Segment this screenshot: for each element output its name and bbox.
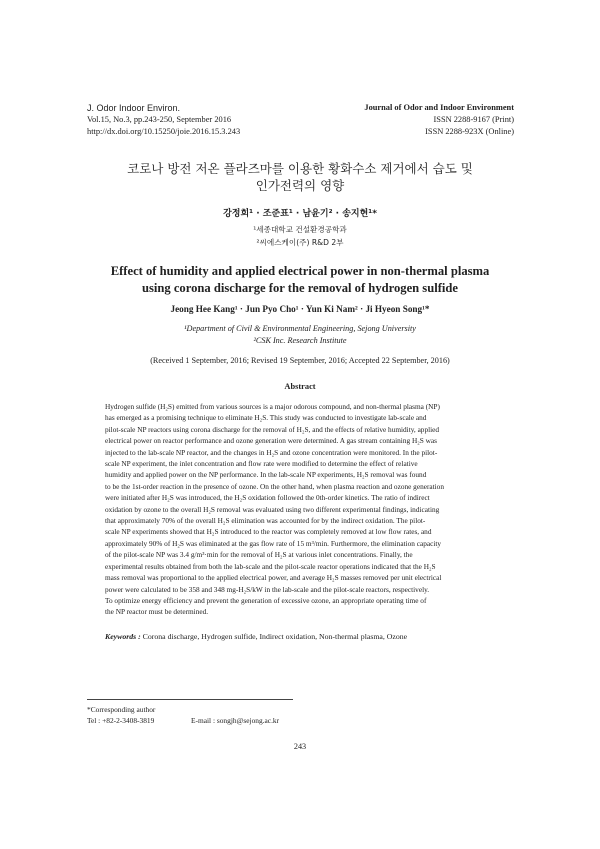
english-affiliations — [60, 323, 540, 347]
keywords-text: Corona discharge, Hydrogen sulfide, Indirect oxidation, Non-thermal plasma, Ozone — [140, 632, 408, 641]
abstract-line: injected to the lab-scale NP reactor, and the changes in H₂S and ozone concentration were monitored. In the pilot- — [105, 447, 438, 457]
footnote — [87, 704, 280, 726]
english-affiliation-2: ²CSK Inc. Research Institute — [253, 336, 347, 345]
telephone: Tel : +82-2-3408-3819 — [87, 716, 155, 725]
abstract-line: pilot-scale NP reactors using corona discharge for the removal of H₂S, and the effects of relative humidity, applied — [105, 424, 440, 434]
english-title-line2: using corona discharge for the removal of hydrogen sulfide — [141, 281, 459, 295]
english-title-line1: Effect of humidity and applied electrical power in non-thermal plasma — [110, 264, 490, 278]
journal-abbrev: J. Odor Indoor Environ. — [87, 103, 181, 113]
korean-title — [60, 160, 540, 194]
doi-link[interactable]: http://dx.doi.org/10.15250/joie.2016.15.3.243 — [87, 127, 241, 136]
abstract-body — [105, 401, 497, 618]
abstract-line: oxidation by ozone to the overall H₂S removal was evaluated using two different experimental findings, indicating — [105, 504, 440, 514]
keywords — [105, 632, 505, 641]
abstract-line: electrical power on reactor performance and ozone generation were determined. A gas stream containing H₂S was — [105, 436, 437, 446]
korean-affiliations — [60, 223, 540, 249]
abstract-heading: Abstract — [284, 382, 316, 391]
english-authors: Jeong Hee Kang¹ · Jun Pyo Cho¹ · Yun Ki Nam² · Ji Hyeon Song¹* — [170, 304, 430, 314]
abstract-line: To optimize energy efficiency and prevent the generation of excessive ozone, an appropriate operating time of — [105, 595, 427, 605]
abstract-line: approximately 90% of H₂S was eliminated at the gas flow rate of 15 m³/min. Furthermore, the elimination capacity — [105, 538, 442, 548]
abstract-line: scale NP experiment, the inlet concentration and flow rate were modified to determine the effect of relative — [105, 459, 418, 469]
journal-name: Journal of Odor and Indoor Environment — [364, 103, 514, 112]
issn-online: ISSN 2288-923X (Online) — [425, 127, 514, 136]
abstract-line: Hydrogen sulfide (H₂S) emitted from various sources is a major odorous compound, and non-thermal plasma (NP) — [105, 402, 440, 411]
corresponding-author: *Corresponding author — [87, 705, 156, 714]
issn-print: ISSN 2288-9167 (Print) — [433, 115, 514, 124]
footnote-divider — [87, 699, 293, 700]
korean-title-line2: 인가전력의 영향 — [255, 178, 345, 193]
english-title — [60, 263, 540, 297]
keywords-label: Keywords : — [105, 632, 141, 641]
abstract-line: of the pilot-scale NP was 3.4 g/m³·min for the removal of H₂S at various inlet concentrations. Finally, the — [105, 550, 413, 560]
korean-title-line1: 코로나 방전 저온 플라즈마를 이용한 황화수소 제거에서 습도 및 — [127, 161, 473, 176]
abstract-line: mass removal was proportional to the applied electrical power, and average H₂S masses removed per unit electrical — [105, 573, 442, 583]
korean-affiliation-1: ¹세종대학교 건설환경공학과 — [253, 225, 347, 234]
journal-header-right — [254, 102, 514, 138]
abstract-line: that approximately 70% of the overall H₂S elimination was accounted for by the indirect oxidation. The pilot- — [105, 516, 426, 526]
abstract-line: scale NP experiments showed that H₂S introduced to the reactor was completely removed at low flow rates, and — [105, 527, 432, 537]
abstract-line: to be the 1st-order reaction in the presence of ozone. On the other hand, when plasma reaction and ozone generation — [105, 481, 444, 491]
korean-affiliation-2: ²씨에스케이(주) R&D 2부 — [256, 238, 344, 247]
english-affiliation-1: ¹Department of Civil & Environmental Engineering, Sejong University — [184, 324, 416, 333]
page-number: 243 — [293, 742, 307, 751]
abstract-line: power were calculated to be 358 and 348 mg-H₂S/kW in the lab-scale and the pilot-scale reactors, respectively. — [105, 584, 430, 594]
korean-authors: 강정희¹ · 조준표¹ · 남윤기² · 송지현¹* — [223, 209, 377, 219]
email-address[interactable]: E-mail : songjh@sejong.ac.kr — [191, 716, 280, 725]
abstract-line: were initiated after H₂S was introduced, the H₂S oxidation followed the 0th-order kinetics. The ratio of indirect — [105, 493, 430, 503]
volume-line: Vol.15, No.3, pp.243-250, September 2016 — [87, 115, 232, 124]
received-dates: (Received 1 September, 2016; Revised 19 September, 2016; Accepted 22 September, 2016) — [150, 356, 450, 365]
abstract-line: humidity and applied power on the NP performance. In the lab-scale NP experiments, H₂S removal was found — [105, 470, 427, 480]
abstract-line: the NP reactor must be determined. — [105, 607, 209, 617]
abstract-line: experimental results obtained from both the lab-scale and the pilot-scale reactor operations indicated that the H₂S — [105, 561, 436, 571]
abstract-line: has emerged as a promising technique to eliminate H₂S. This study was conducted to investigate lab-scale and — [105, 413, 427, 423]
